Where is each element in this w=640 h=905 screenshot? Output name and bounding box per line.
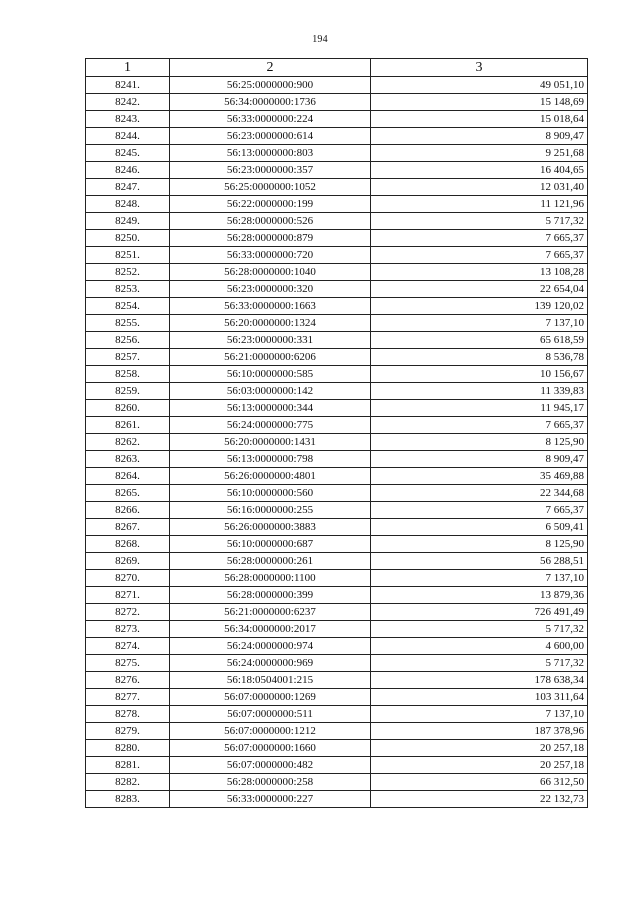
data-table bbox=[85, 58, 588, 808]
row-number-cell: 8275. bbox=[86, 655, 170, 672]
cadastral-number-cell: 56:28:0000000:1100 bbox=[170, 570, 371, 587]
cadastral-number-cell: 56:07:0000000:482 bbox=[170, 757, 371, 774]
table-row bbox=[86, 451, 588, 468]
row-number-cell: 8253. bbox=[86, 281, 170, 298]
value-cell: 187 378,96 bbox=[371, 723, 588, 740]
cadastral-number-cell: 56:26:0000000:4801 bbox=[170, 468, 371, 485]
cadastral-number-cell: 56:07:0000000:1212 bbox=[170, 723, 371, 740]
cadastral-number-cell: 56:13:0000000:344 bbox=[170, 400, 371, 417]
table-row bbox=[86, 417, 588, 434]
table-row bbox=[86, 502, 588, 519]
value-cell: 22 654,04 bbox=[371, 281, 588, 298]
table-row bbox=[86, 689, 588, 706]
value-cell: 8 125,90 bbox=[371, 434, 588, 451]
cadastral-number-cell: 56:33:0000000:720 bbox=[170, 247, 371, 264]
value-cell: 15 018,64 bbox=[371, 111, 588, 128]
cadastral-number-cell: 56:16:0000000:255 bbox=[170, 502, 371, 519]
value-cell: 49 051,10 bbox=[371, 77, 588, 94]
row-number-cell: 8242. bbox=[86, 94, 170, 111]
value-cell: 6 509,41 bbox=[371, 519, 588, 536]
value-cell: 22 344,68 bbox=[371, 485, 588, 502]
row-number-cell: 8254. bbox=[86, 298, 170, 315]
cadastral-number-cell: 56:20:0000000:1431 bbox=[170, 434, 371, 451]
cadastral-number-cell: 56:25:0000000:1052 bbox=[170, 179, 371, 196]
cadastral-number-cell: 56:24:0000000:969 bbox=[170, 655, 371, 672]
table-row bbox=[86, 349, 588, 366]
value-cell: 9 251,68 bbox=[371, 145, 588, 162]
table-row bbox=[86, 672, 588, 689]
value-cell: 65 618,59 bbox=[371, 332, 588, 349]
value-cell: 139 120,02 bbox=[371, 298, 588, 315]
table-row bbox=[86, 230, 588, 247]
table-row bbox=[86, 519, 588, 536]
row-number-cell: 8281. bbox=[86, 757, 170, 774]
row-number-cell: 8247. bbox=[86, 179, 170, 196]
row-number-cell: 8256. bbox=[86, 332, 170, 349]
row-number-cell: 8276. bbox=[86, 672, 170, 689]
row-number-cell: 8264. bbox=[86, 468, 170, 485]
cadastral-number-cell: 56:24:0000000:974 bbox=[170, 638, 371, 655]
cadastral-number-cell: 56:23:0000000:357 bbox=[170, 162, 371, 179]
table-row bbox=[86, 587, 588, 604]
row-number-cell: 8271. bbox=[86, 587, 170, 604]
table-row bbox=[86, 196, 588, 213]
table-row bbox=[86, 553, 588, 570]
value-cell: 11 121,96 bbox=[371, 196, 588, 213]
value-cell: 7 137,10 bbox=[371, 315, 588, 332]
value-cell: 7 665,37 bbox=[371, 230, 588, 247]
value-cell: 7 665,37 bbox=[371, 502, 588, 519]
table-row bbox=[86, 213, 588, 230]
table-row bbox=[86, 706, 588, 723]
cadastral-number-cell: 56:07:0000000:1660 bbox=[170, 740, 371, 757]
row-number-cell: 8274. bbox=[86, 638, 170, 655]
row-number-cell: 8268. bbox=[86, 536, 170, 553]
table-row bbox=[86, 434, 588, 451]
table-row bbox=[86, 468, 588, 485]
table-row bbox=[86, 162, 588, 179]
row-number-cell: 8266. bbox=[86, 502, 170, 519]
row-number-cell: 8248. bbox=[86, 196, 170, 213]
cadastral-number-cell: 56:20:0000000:1324 bbox=[170, 315, 371, 332]
cadastral-number-cell: 56:28:0000000:879 bbox=[170, 230, 371, 247]
table-row bbox=[86, 94, 588, 111]
cadastral-number-cell: 56:26:0000000:3883 bbox=[170, 519, 371, 536]
value-cell: 5 717,32 bbox=[371, 213, 588, 230]
row-number-cell: 8283. bbox=[86, 791, 170, 808]
value-cell: 13 108,28 bbox=[371, 264, 588, 281]
cadastral-number-cell: 56:07:0000000:511 bbox=[170, 706, 371, 723]
header-row bbox=[86, 59, 588, 77]
row-number-cell: 8278. bbox=[86, 706, 170, 723]
table-row bbox=[86, 740, 588, 757]
table-row bbox=[86, 247, 588, 264]
value-cell: 35 469,88 bbox=[371, 468, 588, 485]
row-number-cell: 8263. bbox=[86, 451, 170, 468]
cadastral-number-cell: 56:18:0504001:215 bbox=[170, 672, 371, 689]
row-number-cell: 8255. bbox=[86, 315, 170, 332]
cadastral-number-cell: 56:23:0000000:320 bbox=[170, 281, 371, 298]
table-row bbox=[86, 264, 588, 281]
row-number-cell: 8249. bbox=[86, 213, 170, 230]
table-row bbox=[86, 77, 588, 94]
row-number-cell: 8260. bbox=[86, 400, 170, 417]
value-cell: 56 288,51 bbox=[371, 553, 588, 570]
row-number-cell: 8261. bbox=[86, 417, 170, 434]
table-row bbox=[86, 366, 588, 383]
row-number-cell: 8272. bbox=[86, 604, 170, 621]
table-row bbox=[86, 145, 588, 162]
table-row bbox=[86, 111, 588, 128]
table-row bbox=[86, 179, 588, 196]
cadastral-number-cell: 56:28:0000000:399 bbox=[170, 587, 371, 604]
table-row bbox=[86, 536, 588, 553]
table-row bbox=[86, 128, 588, 145]
table-row bbox=[86, 485, 588, 502]
cadastral-number-cell: 56:10:0000000:585 bbox=[170, 366, 371, 383]
cadastral-number-cell: 56:34:0000000:1736 bbox=[170, 94, 371, 111]
value-cell: 11 945,17 bbox=[371, 400, 588, 417]
value-cell: 16 404,65 bbox=[371, 162, 588, 179]
value-cell: 7 137,10 bbox=[371, 706, 588, 723]
table-row bbox=[86, 400, 588, 417]
row-number-cell: 8257. bbox=[86, 349, 170, 366]
value-cell: 11 339,83 bbox=[371, 383, 588, 400]
table-row bbox=[86, 791, 588, 808]
row-number-cell: 8258. bbox=[86, 366, 170, 383]
value-cell: 22 132,73 bbox=[371, 791, 588, 808]
cadastral-number-cell: 56:23:0000000:614 bbox=[170, 128, 371, 145]
cadastral-number-cell: 56:28:0000000:258 bbox=[170, 774, 371, 791]
cadastral-number-cell: 56:24:0000000:775 bbox=[170, 417, 371, 434]
cadastral-number-cell: 56:13:0000000:798 bbox=[170, 451, 371, 468]
table-row bbox=[86, 332, 588, 349]
cadastral-number-cell: 56:23:0000000:331 bbox=[170, 332, 371, 349]
table-row bbox=[86, 655, 588, 672]
page-number: 194 bbox=[312, 34, 328, 45]
table-row bbox=[86, 757, 588, 774]
table-row bbox=[86, 570, 588, 587]
row-number-cell: 8279. bbox=[86, 723, 170, 740]
row-number-cell: 8262. bbox=[86, 434, 170, 451]
row-number-cell: 8245. bbox=[86, 145, 170, 162]
row-number-cell: 8243. bbox=[86, 111, 170, 128]
value-cell: 66 312,50 bbox=[371, 774, 588, 791]
value-cell: 8 125,90 bbox=[371, 536, 588, 553]
table-row bbox=[86, 638, 588, 655]
cadastral-number-cell: 56:28:0000000:526 bbox=[170, 213, 371, 230]
value-cell: 13 879,36 bbox=[371, 587, 588, 604]
row-number-cell: 8259. bbox=[86, 383, 170, 400]
table-row bbox=[86, 298, 588, 315]
row-number-cell: 8267. bbox=[86, 519, 170, 536]
cadastral-number-cell: 56:34:0000000:2017 bbox=[170, 621, 371, 638]
cadastral-number-cell: 56:33:0000000:1663 bbox=[170, 298, 371, 315]
row-number-cell: 8244. bbox=[86, 128, 170, 145]
table-row bbox=[86, 723, 588, 740]
row-number-cell: 8270. bbox=[86, 570, 170, 587]
row-number-cell: 8241. bbox=[86, 77, 170, 94]
value-cell: 8 536,78 bbox=[371, 349, 588, 366]
table-body bbox=[86, 77, 588, 808]
column-header-1: 1 bbox=[86, 59, 170, 77]
table-row bbox=[86, 604, 588, 621]
value-cell: 20 257,18 bbox=[371, 740, 588, 757]
cadastral-number-cell: 56:21:0000000:6206 bbox=[170, 349, 371, 366]
row-number-cell: 8250. bbox=[86, 230, 170, 247]
cadastral-number-cell: 56:33:0000000:224 bbox=[170, 111, 371, 128]
row-number-cell: 8269. bbox=[86, 553, 170, 570]
value-cell: 15 148,69 bbox=[371, 94, 588, 111]
cadastral-number-cell: 56:25:0000000:900 bbox=[170, 77, 371, 94]
row-number-cell: 8282. bbox=[86, 774, 170, 791]
cadastral-number-cell: 56:10:0000000:687 bbox=[170, 536, 371, 553]
cadastral-number-cell: 56:28:0000000:261 bbox=[170, 553, 371, 570]
value-cell: 8 909,47 bbox=[371, 128, 588, 145]
value-cell: 178 638,34 bbox=[371, 672, 588, 689]
column-header-2: 2 bbox=[170, 59, 371, 77]
row-number-cell: 8251. bbox=[86, 247, 170, 264]
table-row bbox=[86, 281, 588, 298]
table-row bbox=[86, 774, 588, 791]
cadastral-number-cell: 56:22:0000000:199 bbox=[170, 196, 371, 213]
cadastral-number-cell: 56:28:0000000:1040 bbox=[170, 264, 371, 281]
table-row bbox=[86, 315, 588, 332]
value-cell: 20 257,18 bbox=[371, 757, 588, 774]
value-cell: 4 600,00 bbox=[371, 638, 588, 655]
cadastral-number-cell: 56:33:0000000:227 bbox=[170, 791, 371, 808]
row-number-cell: 8265. bbox=[86, 485, 170, 502]
row-number-cell: 8246. bbox=[86, 162, 170, 179]
value-cell: 8 909,47 bbox=[371, 451, 588, 468]
row-number-cell: 8277. bbox=[86, 689, 170, 706]
column-header-3: 3 bbox=[371, 59, 588, 77]
value-cell: 7 665,37 bbox=[371, 247, 588, 264]
value-cell: 5 717,32 bbox=[371, 655, 588, 672]
table-row bbox=[86, 383, 588, 400]
cadastral-number-cell: 56:03:0000000:142 bbox=[170, 383, 371, 400]
row-number-cell: 8280. bbox=[86, 740, 170, 757]
row-number-cell: 8252. bbox=[86, 264, 170, 281]
value-cell: 7 665,37 bbox=[371, 417, 588, 434]
cadastral-number-cell: 56:10:0000000:560 bbox=[170, 485, 371, 502]
cadastral-number-cell: 56:13:0000000:803 bbox=[170, 145, 371, 162]
value-cell: 12 031,40 bbox=[371, 179, 588, 196]
row-number-cell: 8273. bbox=[86, 621, 170, 638]
cadastral-number-cell: 56:21:0000000:6237 bbox=[170, 604, 371, 621]
value-cell: 726 491,49 bbox=[371, 604, 588, 621]
value-cell: 103 311,64 bbox=[371, 689, 588, 706]
table-row bbox=[86, 621, 588, 638]
value-cell: 10 156,67 bbox=[371, 366, 588, 383]
value-cell: 7 137,10 bbox=[371, 570, 588, 587]
cadastral-number-cell: 56:07:0000000:1269 bbox=[170, 689, 371, 706]
value-cell: 5 717,32 bbox=[371, 621, 588, 638]
